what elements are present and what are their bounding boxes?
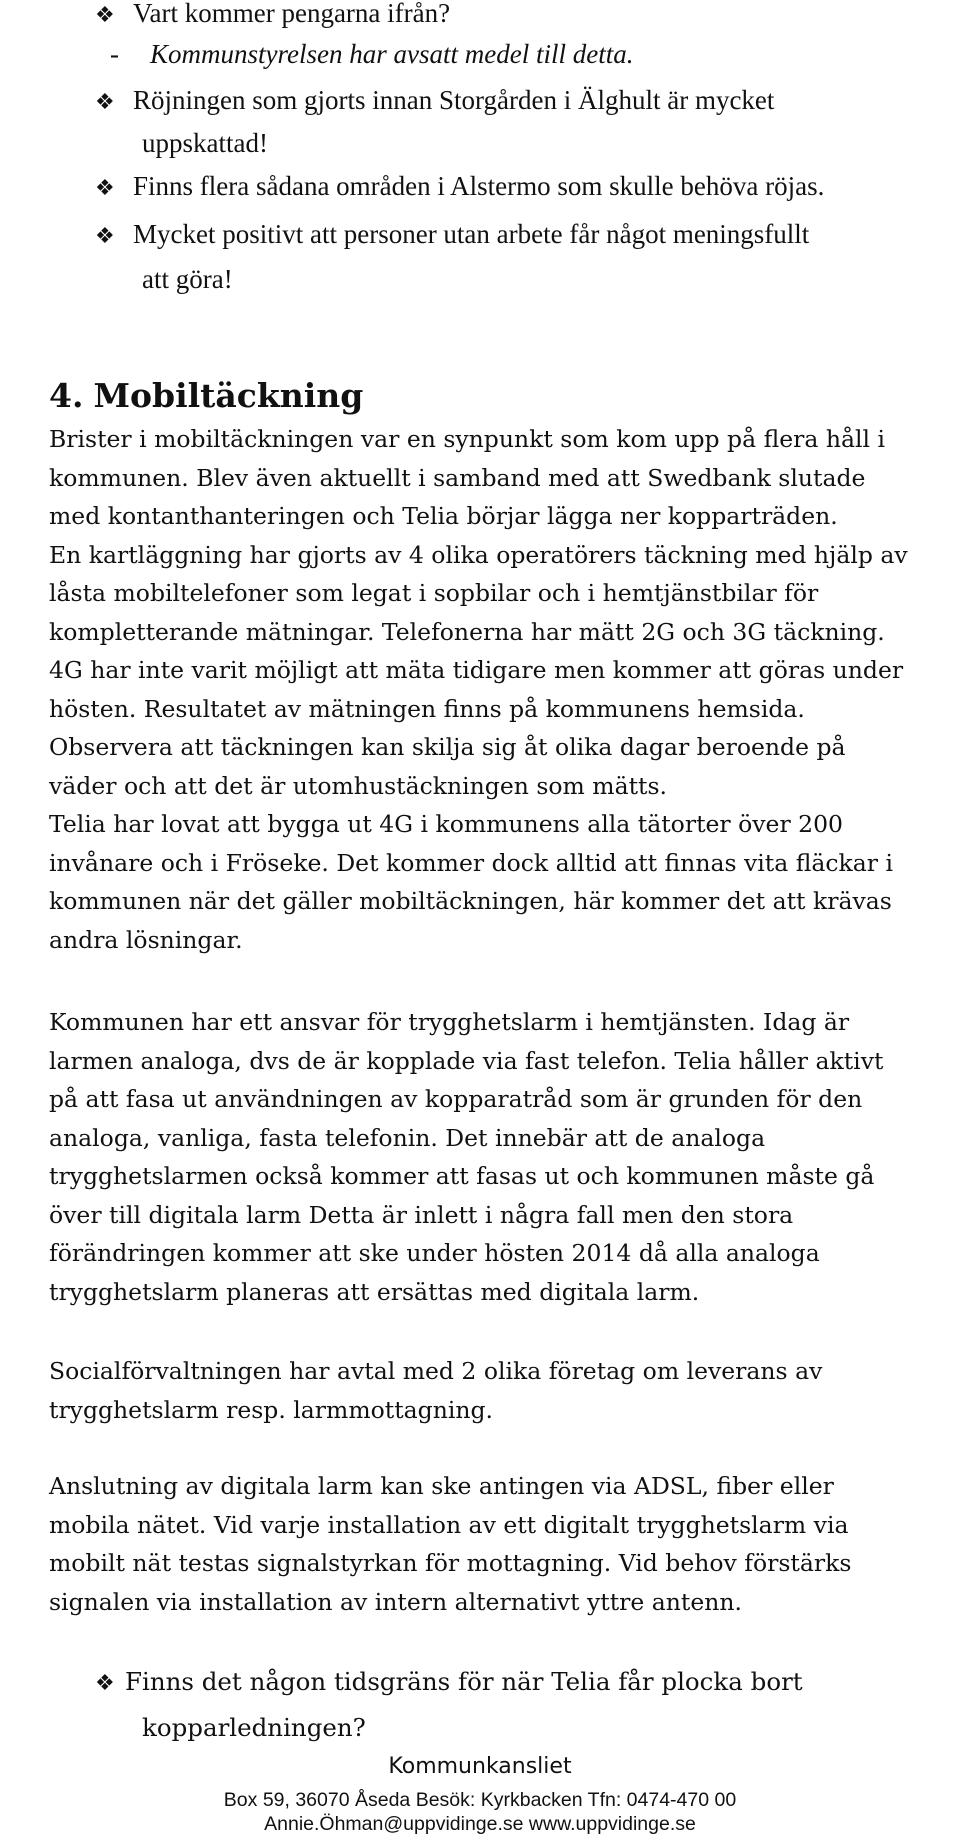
paragraph-line: trygghetslarmen också kommer att fasas ut och kommunen måste gå [49, 1162, 875, 1190]
diamond-bullet-icon: ❖ [95, 2, 115, 27]
paragraph-line: larmen analoga, dvs de är kopplade via fast telefon. Telia håller aktivt [49, 1046, 884, 1075]
paragraph-line: med kontanthanteringen och Telia börjar lägga ner kopparträden. [49, 502, 838, 530]
paragraph-line: analoga, vanliga, fasta telefonin. Det innebär att de analoga [49, 1123, 766, 1152]
bullet-item [95, 213, 935, 257]
bullet-text: Röjningen som gjorts innan Storgården i Älghult är mycket [133, 85, 775, 115]
paragraph-line: över till digitala larm Detta är inlett i några fall men den stora [49, 1200, 794, 1229]
diamond-bullet-icon: ❖ [95, 89, 115, 114]
paragraph-line: kommunen. Blev även aktuellt i samband med att Swedbank slutade [49, 463, 866, 492]
paragraph-line: Observera att täckningen kan skilja sig åt olika dagar beroende på [49, 733, 846, 761]
paragraph-line: En kartläggning har gjorts av 4 olika operatörers täckning med hjälp av [49, 540, 908, 569]
diamond-bullet-icon: ❖ [95, 223, 115, 248]
paragraph-line: mobilt nät testas signalstyrkan för mottagning. Vid behov förstärks [49, 1549, 852, 1577]
paragraph-digital-alarms [49, 1467, 949, 1621]
sub-bullet-item [110, 33, 950, 76]
paragraph-line: invånare och i Fröseke. Det kommer dock alltid att finnas vita fläckar i [49, 848, 894, 877]
bullet-text: Finns flera sådana områden i Alstermo som skulle behöva röjas. [133, 171, 825, 201]
bullet-text: Mycket positivt att personer utan arbete får något meningsfullt [133, 219, 810, 249]
bullet-continuation [142, 258, 960, 301]
paragraph-line: mobila nätet. Vid varje installation av ett digitalt trygghetslarm via [49, 1510, 849, 1539]
paragraph-line: Anslutning av digitala larm kan ske antingen via ADSL, fiber eller [49, 1472, 834, 1500]
diamond-bullet-icon: ❖ [95, 1671, 115, 1696]
paragraph-line: Brister i mobiltäckningen var en synpunkt som kom upp på flera håll i [49, 425, 886, 453]
paragraph-line: kommunen när det gäller mobiltäckningen, här kommer det att krävas [49, 887, 892, 915]
sub-bullet-text: Kommunstyrelsen har avsatt medel till detta. [150, 39, 634, 69]
paragraph-line: låsta mobiltelefoner som legat i sopbilar och i hemtjänstbilar för [49, 579, 819, 607]
bullet-item [95, 0, 935, 36]
bullet-text: att göra! [142, 264, 233, 294]
paragraph-line: Kommunen har ett ansvar för trygghetslarm i hemtjänsten. Idag är [49, 1008, 850, 1036]
paragraph-line: trygghetslarm resp. larmmottagning. [49, 1395, 493, 1424]
bullet-continuation [142, 122, 960, 165]
question-text: Finns det någon tidsgräns för när Telia får plocka bort [125, 1667, 803, 1696]
section-heading [49, 371, 363, 421]
paragraph-safety-alarms [49, 1003, 949, 1311]
paragraph-line: trygghetslarm planeras att ersättas med digitala larm. [49, 1277, 700, 1306]
question-text: kopparledningen? [142, 1713, 366, 1742]
bullet-item [95, 165, 935, 209]
question-bullet [95, 1660, 935, 1706]
footer-address: Box 59, 36070 Åseda Besök: Kyrkbacken Tfn: 0474-470 00 [223, 1789, 737, 1811]
footer-title: Kommunkansliet [388, 1754, 572, 1779]
paragraph-line: signalen via installation av intern alternativt yttre antenn. [49, 1587, 742, 1616]
section-number: 4. [49, 376, 84, 415]
question-continuation [142, 1706, 960, 1750]
bullet-text: Vart kommer pengarna ifrån? [133, 0, 451, 28]
paragraph-line: kompletterande mätningar. Telefonerna har mätt 2G och 3G täckning. [49, 617, 885, 646]
dash-marker: - [110, 39, 119, 69]
footer-contact: Annie.Öhman@uppvidinge.se www.uppvidinge.se [264, 1813, 696, 1835]
paragraph-line: Telia har lovat att bygga ut 4G i kommunens alla tätorter över 200 [49, 810, 844, 838]
paragraph-line: väder och att det är utomhustäckningen som mätts. [49, 771, 668, 800]
paragraph-line: 4G har inte varit möjligt att mäta tidigare men kommer att göras under [49, 656, 904, 684]
paragraph-line: hösten. Resultatet av mätningen finns på kommunens hemsida. [49, 694, 805, 723]
paragraph-line: Socialförvaltningen har avtal med 2 olika företag om leverans av [49, 1357, 823, 1385]
paragraph-mobile-coverage [49, 420, 949, 959]
section-title: Mobiltäckning [93, 376, 364, 415]
paragraph-social-services [49, 1352, 949, 1429]
bullet-item [95, 79, 935, 123]
paragraph-line: på att fasa ut användningen av kopparatråd som är grunden för den [49, 1085, 863, 1113]
paragraph-line: andra lösningar. [49, 925, 243, 954]
bullet-text: uppskattad! [142, 128, 268, 158]
diamond-bullet-icon: ❖ [95, 175, 115, 200]
paragraph-line: förändringen kommer att ske under hösten 2014 då alla analoga [49, 1239, 820, 1267]
